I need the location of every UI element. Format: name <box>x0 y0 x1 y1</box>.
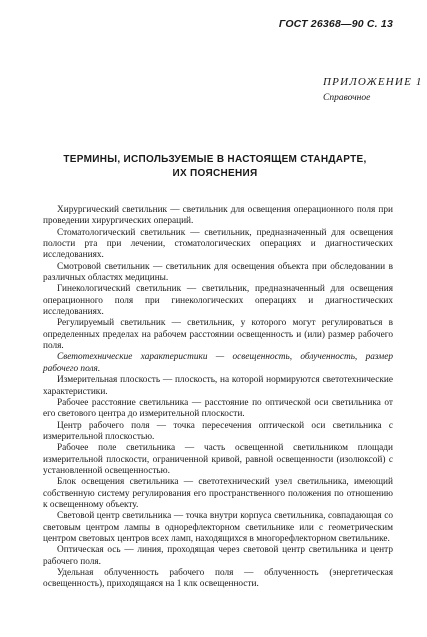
term-paragraph: Измерительная плоскость — плоскость, на которой нормируются светотехнические характеристики. <box>43 375 393 397</box>
page-header: ГОСТ 26368—90 С. 13 <box>278 18 393 30</box>
section-title-line-1: ТЕРМИНЫ, ИСПОЛЬЗУЕМЫЕ В НАСТОЯЩЕМ СТАНДАРТЕ, <box>63 154 367 165</box>
term-paragraph: Рабочее поле светильника — часть освещенной светильником площади измерительной плоскости, ограниченной кривой, равной освещенности (изолюксой) с установленной освещенностью. <box>43 443 393 476</box>
term-paragraph: Блок освещения светильника — светотехнический узел светильника, имеющий собственную систему регулирования его пространственного положения по отношению к освещенному объекту. <box>43 477 393 510</box>
term-paragraph: Удельная облученность рабочего поля — облученность (энергетическая освещенность), приходящаяся на 1 клк освещенности. <box>43 568 393 590</box>
term-paragraph: Хирургический светильник — светильник для освещения операционного поля при проведении хирургических операций. <box>43 205 393 227</box>
appendix-title: ПРИЛОЖЕНИЕ 1 <box>323 76 423 88</box>
appendix-reference: Справочное <box>323 93 371 103</box>
terms-list <box>43 205 393 591</box>
section-title <box>40 153 390 181</box>
term-paragraph: Регулируемый светильник — светильник, у которого могут регулироваться в определенных пределах на рабочем расстоянии освещенность и (или) размер рабочего поля. <box>43 318 393 352</box>
term-paragraph: Стоматологический светильник — светильник, предназначенный для освещения полости рта при лечении, стоматологических операциях и диагностических исследованиях. <box>43 227 393 261</box>
term-paragraph: Смотровой светильник — светильник для освещения объекта при обследовании в различных областях медицины. <box>43 261 393 284</box>
term-paragraph: Оптическая ось — линия, проходящая через световой центр светильника и центр рабочего поля. <box>43 545 393 567</box>
term-paragraph: Центр рабочего поля — точка пересечения оптической оси светильника с измерительной плоскостью. <box>43 420 393 442</box>
term-paragraph: Гинекологический светильник — светильник, предназначенный для освещения операционного поля при гинекологических операциях и диагностических исследованиях. <box>43 284 393 318</box>
term-paragraph: Светотехнические характеристики — освещенность, облученность, размер рабочего поля. <box>43 352 393 374</box>
section-title-line-2: ИХ ПОЯСНЕНИЯ <box>172 168 258 179</box>
term-paragraph: Световой центр светильника — точка внутри корпуса светильника, совпадающая со световым центром лампы в однорефлекторном светильнике или с геометрическим центром световых центров всех ламп, находящихся в многорефлекторном светильнике. <box>43 511 393 544</box>
term-paragraph: Рабочее расстояние светильника — расстояние по оптической оси светильника от его светового центра до измерительной плоскости. <box>43 397 393 420</box>
